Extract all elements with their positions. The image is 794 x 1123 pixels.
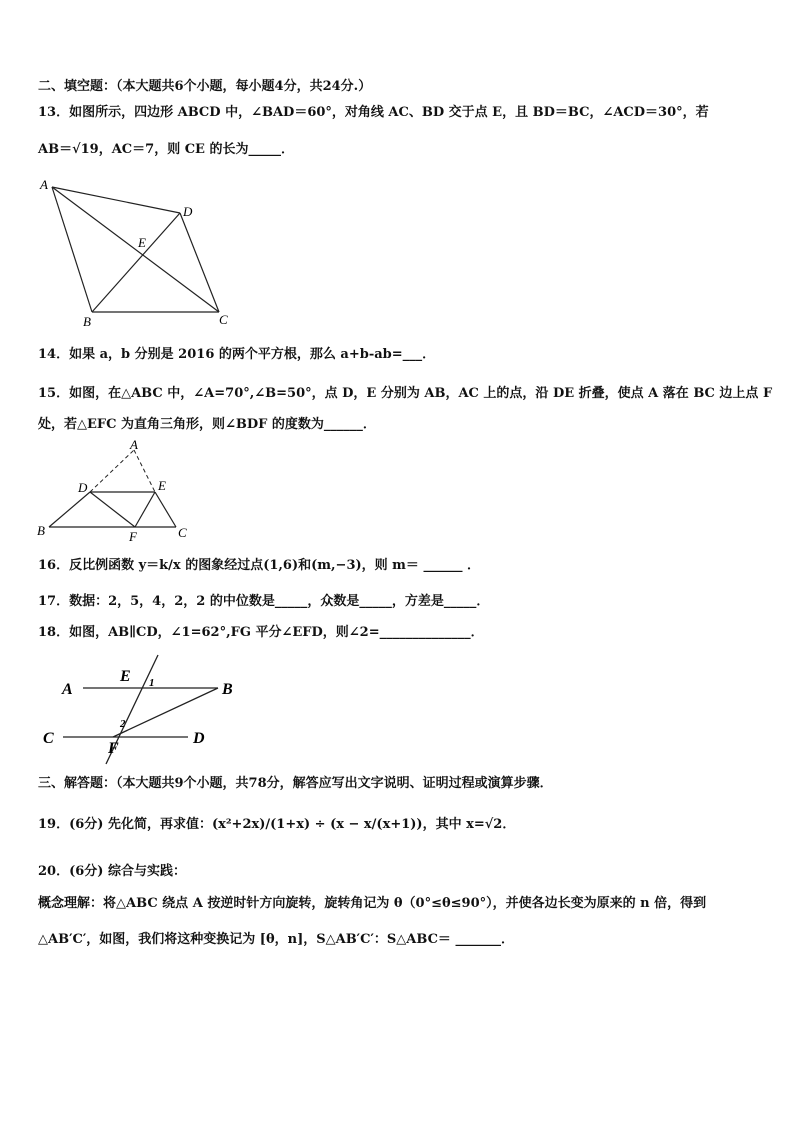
q20-title: 20．(6分) 综合与实践： — [38, 864, 186, 879]
q18-label-b: B — [222, 681, 233, 698]
q13-label-c: C — [219, 312, 228, 327]
q15-label-d: D — [78, 480, 88, 495]
q18-label-f: F — [108, 740, 119, 757]
q13-line2: AB＝√19，AC＝7，则 CE 的长为_____． — [38, 142, 294, 157]
q15-fold-triangle-figure — [33, 437, 203, 543]
section3-heading: 三、解答题：（本大题共9个小题，共78分，解答应写出文字说明、证明过程或演算步骤． — [38, 776, 553, 791]
q15-line1: 15．如图，在△ABC 中，∠A=70°,∠B=50°，点 D，E 分别为 AB，AC 上的点，沿 DE 折叠，使点 A 落在 BC 边上点 F — [38, 386, 773, 401]
q13-line1: 13．如图所示，四边形 ABCD 中，∠BAD＝60°，对角线 AC、BD 交于点 E，且 BD＝BC，∠ACD＝30°，若 — [38, 105, 709, 120]
q13-label-a: A — [40, 177, 48, 192]
q17-text: 17．数据：2，5，4，2，2 的中位数是_____，众数是_____，方差是_____． — [38, 594, 490, 609]
q15-line2: 处，若△EFC 为直角三角形，则∠BDF 的度数为______． — [38, 417, 376, 432]
q18-parallel-lines-figure — [38, 650, 248, 765]
q16-text: 16．反比例函数 y＝k/x 的图象经过点(1,6)和(m,−3)，则 m＝ ______ ． — [38, 558, 480, 573]
q15-label-b: B — [37, 523, 45, 538]
q18-text: 18．如图，AB∥CD，∠1=62°,FG 平分∠EFD，则∠2=______________． — [38, 625, 484, 640]
q18-label-c: C — [43, 730, 54, 747]
q13-label-b: B — [83, 314, 91, 329]
q15-label-f: F — [129, 529, 137, 543]
q18-label-d: D — [193, 730, 205, 747]
section2-heading: 二、填空题：（本大题共6个小题，每小题4分，共24分.） — [38, 79, 372, 94]
q20-line2: △AB′C′，如图，我们将这种变换记为 [θ，n]，S△AB′C′：S△ABC＝ _______． — [38, 932, 514, 947]
q19-text: 19．(6分) 先化简，再求值：(x²+2x)/(1+x) ÷ (x − x/(x+1))，其中 x=√2． — [38, 817, 516, 832]
q15-label-a: A — [130, 437, 138, 452]
q13-quadrilateral-figure — [35, 172, 235, 332]
q13-label-d: D — [183, 204, 193, 219]
q15-label-e: E — [158, 478, 166, 493]
q18-label-a: A — [62, 681, 73, 698]
q18-angle-1: 1 — [149, 677, 155, 689]
q18-angle-2: 2 — [120, 718, 126, 730]
q15-label-c: C — [178, 525, 187, 540]
q20-line1: 概念理解：将△ABC 绕点 A 按逆时针方向旋转，旋转角记为 θ（0°≤θ≤90°），并使各边长变为原来的 n 倍，得到 — [38, 896, 707, 911]
q18-label-e: E — [120, 668, 131, 685]
q13-label-e: E — [138, 235, 146, 250]
q14-text: 14．如果 a，b 分别是 2016 的两个平方根，那么 a+b-ab=___． — [38, 347, 436, 362]
